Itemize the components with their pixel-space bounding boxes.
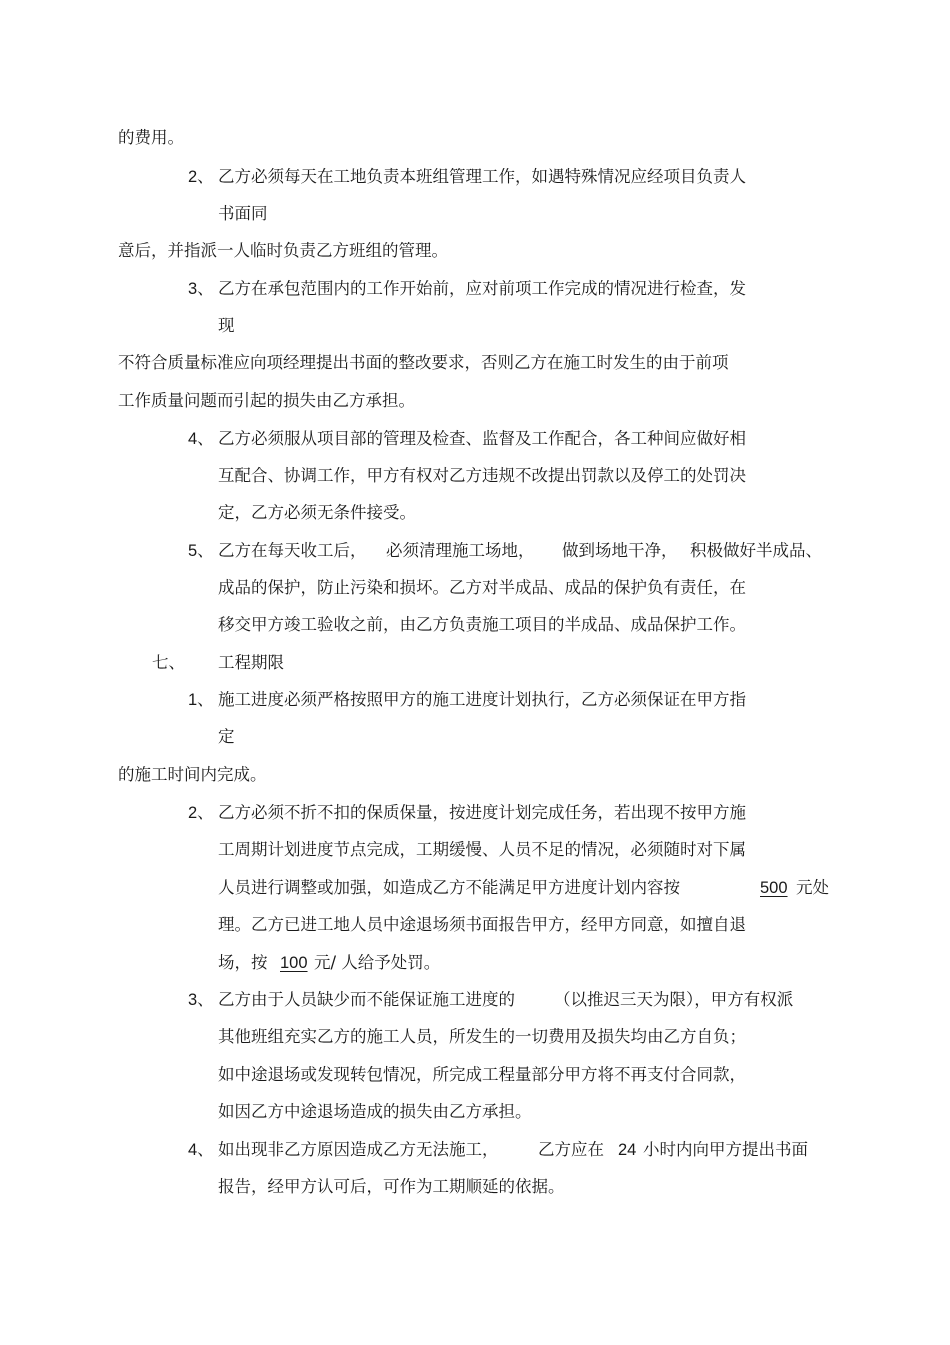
text-segment: 乙方在每天收工后， xyxy=(218,541,367,560)
text-line: 乙方必须每天在工地负责本班组管理工作，如遇特殊情况应经项目负责人 xyxy=(218,167,746,186)
text-line: 的施工时间内完成。 xyxy=(118,765,267,784)
item-number: 4、 xyxy=(188,1141,214,1159)
item-number: 3、 xyxy=(188,280,214,298)
item-number: 1、 xyxy=(188,691,214,709)
text-line: 乙方必须不折不扣的保质保量，按进度计划完成任务，若出现不按甲方施 xyxy=(218,803,746,822)
text-line: 定 xyxy=(218,727,235,746)
text-segment: 元处 xyxy=(796,878,829,897)
text-line: 乙方必须服从项目部的管理及检查、监督及工作配合，各工种间应做好相 xyxy=(218,429,746,448)
text-segment: 乙方由于人员缺少而不能保证施工进度的 xyxy=(218,990,515,1009)
item-number: 2、 xyxy=(188,804,214,822)
item-number: 3、 xyxy=(188,991,214,1009)
text-segment: 积极做好半成品、 xyxy=(690,541,822,560)
text-segment: 如出现非乙方原因造成乙方无法施工， xyxy=(218,1140,499,1159)
text-line: 如中途退场或发现转包情况，所完成工程量部分甲方将不再支付合同款， xyxy=(218,1065,746,1084)
text-line: 移交甲方竣工验收之前，由乙方负责施工项目的半成品、成品保护工作。 xyxy=(218,615,746,634)
text-line: 如因乙方中途退场造成的损失由乙方承担。 xyxy=(218,1102,532,1121)
text-line: 工作质量问题而引起的损失由乙方承担。 xyxy=(118,391,415,410)
penalty-amount: 500 xyxy=(760,879,788,897)
penalty-amount: 100 xyxy=(280,954,308,972)
text-line: 意后，并指派一人临时负责乙方班组的管理。 xyxy=(118,241,448,260)
text-line: 现 xyxy=(218,316,235,335)
item-number: 2、 xyxy=(188,168,214,186)
text-line: 不符合质量标准应向项经理提出书面的整改要求，否则乙方在施工时发生的由于前项 xyxy=(118,353,729,372)
text-segment: 场，按 xyxy=(218,953,268,972)
text-segment: 元/ 人给予处罚。 xyxy=(314,953,441,972)
item-number: 4、 xyxy=(188,430,214,448)
text-segment: 必须清理施工场地， xyxy=(386,541,535,560)
text-line: 定，乙方必须无条件接受。 xyxy=(218,503,416,522)
text-line: 报告，经甲方认可后，可作为工期顺延的依据。 xyxy=(218,1177,565,1196)
text-segment: 做到场地干净， xyxy=(562,541,678,560)
text-line: 乙方在承包范围内的工作开始前，应对前项工作完成的情况进行检查，发 xyxy=(218,279,746,298)
text-line: 理。乙方已进工地人员中途退场须书面报告甲方，经甲方同意，如擅自退 xyxy=(218,915,746,934)
text-segment: 人员进行调整或加强，如造成乙方不能满足甲方进度计划内容按 xyxy=(218,878,680,897)
text-line: 其他班组充实乙方的施工人员，所发生的一切费用及损失均由乙方自负； xyxy=(218,1027,746,1046)
text-line: 成品的保护，防止污染和损坏。乙方对半成品、成品的保护负有责任，在 xyxy=(218,578,746,597)
text-line: 书面同 xyxy=(218,204,268,223)
text-segment: 小时内向甲方提出书面 xyxy=(643,1140,808,1159)
text-line: 的费用。 xyxy=(118,128,184,147)
hours-value: 24 xyxy=(618,1141,637,1159)
text-segment: （以推迟三天为限），甲方有权派 xyxy=(554,990,794,1009)
section-number: 七、 xyxy=(152,653,185,672)
section-title: 工程期限 xyxy=(218,653,284,672)
text-segment: 乙方应在 xyxy=(538,1140,604,1159)
text-line: 施工进度必须严格按照甲方的施工进度计划执行，乙方必须保证在甲方指 xyxy=(218,690,746,709)
text-line: 互配合、协调工作，甲方有权对乙方违规不改提出罚款以及停工的处罚决 xyxy=(218,466,746,485)
text-line: 工周期计划进度节点完成，工期缓慢、人员不足的情况，必须随时对下属 xyxy=(218,840,746,859)
item-number: 5、 xyxy=(188,542,214,560)
